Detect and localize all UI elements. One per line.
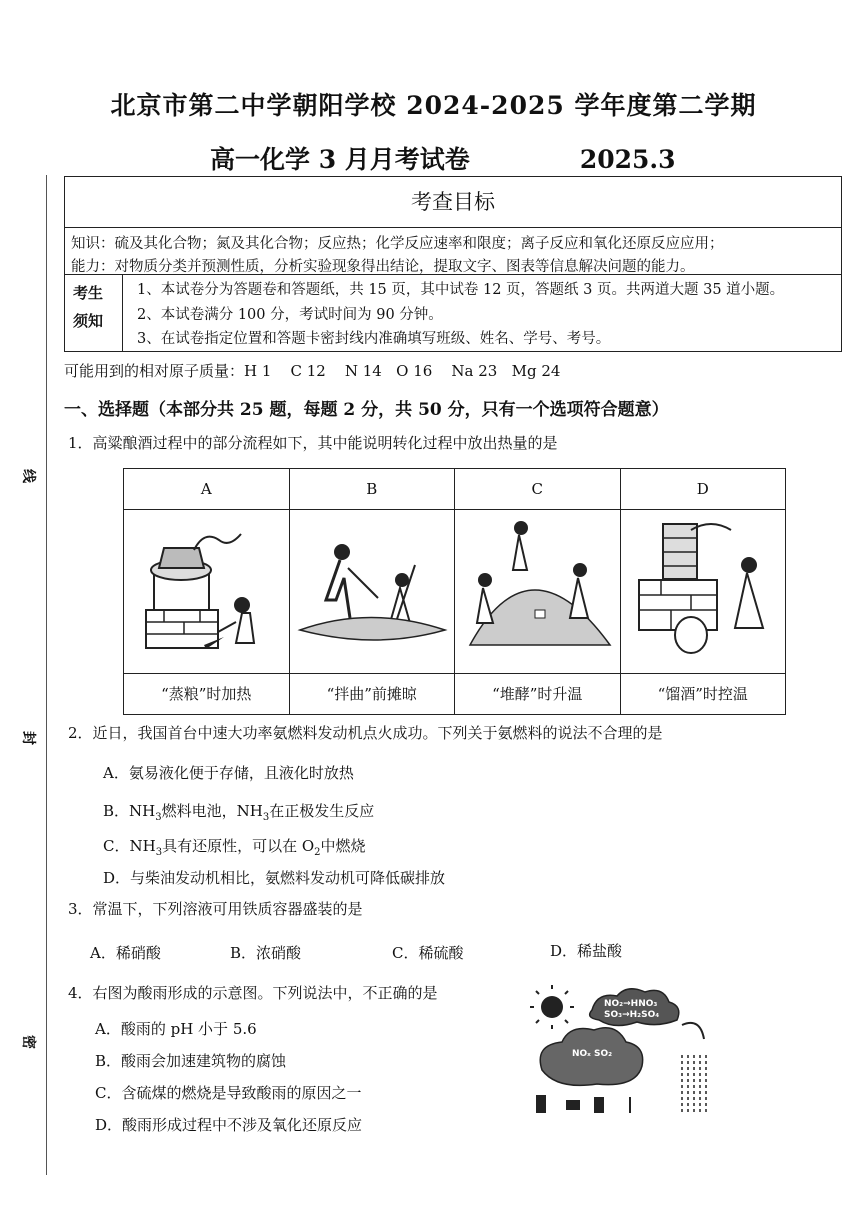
q2-b-text2: 燃料电池，NH bbox=[161, 802, 263, 820]
q3-option-d: D．稀盐酸 bbox=[550, 942, 623, 960]
q2-c-sub1: 3 bbox=[155, 847, 163, 858]
q4-stem: 4．右图为酸雨形成的示意图。下列说法中，不正确的是 bbox=[68, 984, 438, 1002]
exam-name: 高一化学 3 月月考试卷 bbox=[210, 145, 470, 174]
q3-stem: 3．常温下，下列溶液可用铁质容器盛装的是 bbox=[68, 900, 363, 918]
q1-cell-caption: “馏酒”时控温 bbox=[621, 673, 786, 714]
cloud-label-top-2: SO₃→H₂SO₄ bbox=[604, 1010, 660, 1020]
q1-cell-caption: “蒸粮”时加热 bbox=[124, 673, 289, 714]
q1-cell-letter: C bbox=[455, 469, 620, 510]
spreading-illustration bbox=[290, 510, 455, 674]
q2-option-a: A．氨易液化便于存储，且液化时放热 bbox=[103, 764, 354, 782]
q1-cell-caption: “堆酵”时升温 bbox=[455, 673, 620, 714]
q2-b-sub1: 3 bbox=[155, 812, 162, 823]
q2-c-text1: C．NH bbox=[103, 837, 156, 855]
q2-c-text3: 中燃烧 bbox=[320, 837, 366, 855]
q2-b-text3: 在正极发生反应 bbox=[269, 802, 375, 820]
q1-cell-letter: B bbox=[290, 469, 455, 510]
q1-stem: 1．高粱酿酒过程中的部分流程如下，其中能说明转化过程中放出热量的是 bbox=[68, 434, 558, 452]
q2-option-b bbox=[103, 800, 374, 823]
objectives-heading: 考查目标 bbox=[65, 177, 841, 228]
q2-option-d: D．与柴油发动机相比，氨燃料发动机可降低碳排放 bbox=[103, 869, 446, 887]
objectives-box bbox=[64, 176, 842, 352]
q1-table bbox=[123, 468, 786, 715]
q1-cell-letter: A bbox=[124, 469, 289, 510]
q4-option-a: A．酸雨的 pH 小于 5.6 bbox=[95, 1020, 257, 1038]
q1-cell-b bbox=[290, 469, 456, 714]
q1-cell-a bbox=[124, 469, 290, 714]
q1-cell-caption: “拌曲”前摊晾 bbox=[290, 673, 455, 714]
binding-mark-secret: 密 bbox=[20, 1035, 36, 1049]
page-title: 北京市第二中学朝阳学校 2024-2025 学年度第二学期 bbox=[110, 91, 757, 120]
binding-mark-line: 线 bbox=[20, 469, 36, 483]
sun-icon bbox=[541, 996, 563, 1018]
note-3: 3、在试卷指定位置和答题卡密封线内准确填写班级、姓名、学号、考号。 bbox=[137, 331, 611, 347]
q2-c-text2: 具有还原性，可以在 O bbox=[162, 837, 315, 855]
q2-b-sub2: 3 bbox=[262, 812, 270, 823]
q4-option-b: B．酸雨会加速建筑物的腐蚀 bbox=[95, 1052, 287, 1070]
distilling-illustration bbox=[621, 510, 786, 674]
q1-cell-c bbox=[455, 469, 621, 714]
exam-date: 2025.3 bbox=[579, 145, 676, 174]
q3-option-a: A．稀硝酸 bbox=[90, 944, 161, 962]
q4-option-c: C．含硫煤的燃烧是导致酸雨的原因之一 bbox=[95, 1084, 362, 1102]
q2-c-sub2: 2 bbox=[314, 847, 321, 858]
note-2: 2、本试卷满分 100 分，考试时间为 90 分钟。 bbox=[137, 307, 443, 323]
q3-option-b: B．浓硝酸 bbox=[230, 944, 302, 962]
ability-line: 能力：对物质分类并预测性质，分析实验现象得出结论，提取文字、图表等信息解决问题的能力。 bbox=[71, 259, 695, 275]
knowledge-line: 知识：硫及其化合物；氮及其化合物；反应热；化学反应速率和限度；离子反应和氧化还原反应应用； bbox=[71, 236, 724, 252]
section1-title: 一、选择题（本部分共 25 题，每题 2 分，共 50 分，只有一个选项符合题意） bbox=[64, 400, 669, 420]
atomic-masses: 可能用到的相对原子质量：H 1 C 12 N 14 O 16 Na 23 Mg 24 bbox=[64, 362, 561, 380]
notes-label-line1: 考生 bbox=[73, 284, 104, 302]
steaming-illustration bbox=[124, 510, 289, 674]
cloud-label-top-1: NO₂→HNO₃ bbox=[604, 999, 658, 1009]
cloud-label-bottom: NOₓ SO₂ bbox=[572, 1049, 613, 1059]
binding-line bbox=[46, 175, 47, 1175]
notes-label bbox=[65, 275, 123, 352]
notes-label-line2: 须知 bbox=[73, 312, 104, 330]
q2-stem: 2．近日，我国首台中速大功率氨燃料发动机点火成功。下列关于氨燃料的说法不合理的是 bbox=[68, 724, 663, 742]
q1-cell-d bbox=[621, 469, 786, 714]
cloud-label-top bbox=[604, 999, 659, 1021]
notes-row bbox=[65, 274, 841, 352]
q2-option-c bbox=[103, 835, 366, 858]
q3-option-c: C．稀硫酸 bbox=[392, 944, 464, 962]
binding-mark-seal: 封 bbox=[20, 731, 36, 745]
exam-subtitle bbox=[210, 140, 676, 176]
note-1: 1、本试卷分为答题卷和答题纸，共 15 页，其中试卷 12 页，答题纸 3 页。共两道大题 35 道小题。 bbox=[137, 282, 785, 298]
fermenting-illustration bbox=[455, 510, 620, 674]
q2-b-text1: B．NH bbox=[103, 802, 156, 820]
acid-rain-figure bbox=[522, 985, 722, 1115]
q4-option-d: D．酸雨形成过程中不涉及氧化还原反应 bbox=[95, 1116, 363, 1134]
q1-cell-letter: D bbox=[621, 469, 786, 510]
